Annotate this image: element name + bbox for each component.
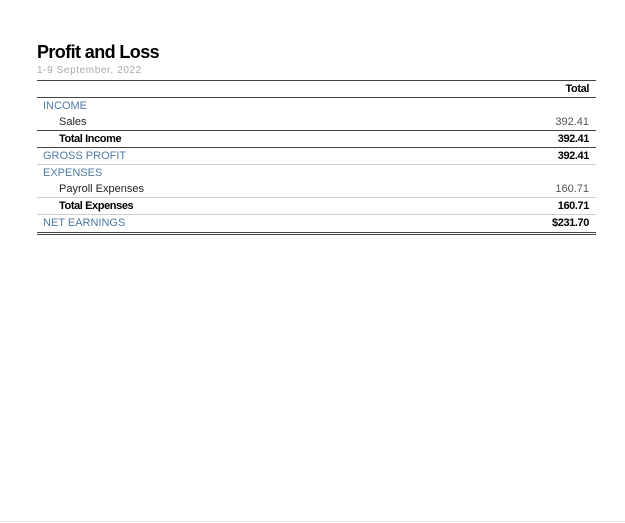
income-section-row (37, 98, 596, 114)
net-earnings-row (37, 214, 596, 235)
column-header-total: Total (565, 83, 589, 95)
page-bottom-divider (0, 521, 625, 522)
gross-profit-row (37, 147, 596, 164)
total-expenses-label: Total Expenses (59, 200, 134, 212)
total-expenses-row (37, 197, 596, 214)
net-earnings-label[interactable]: NET EARNINGS (43, 217, 126, 229)
report-title: Profit and Loss (37, 42, 160, 62)
total-income-label: Total Income (59, 133, 122, 145)
gross-profit-amount[interactable]: 392.41 (557, 150, 589, 162)
total-expenses-amount[interactable]: 160.71 (557, 200, 589, 212)
payroll-expenses-amount[interactable]: 160.71 (555, 183, 589, 195)
net-earnings-amount[interactable]: $231.70 (552, 217, 589, 229)
sales-row (37, 114, 596, 130)
income-section-label[interactable]: INCOME (43, 100, 87, 112)
expenses-section-label[interactable]: EXPENSES (43, 167, 103, 179)
report-period: 1-9 September, 2022 (37, 65, 142, 76)
sales-amount[interactable]: 392.41 (555, 116, 589, 128)
profit-and-loss-report (37, 42, 596, 235)
sales-label: Sales (59, 116, 87, 128)
expenses-section-row (37, 164, 596, 181)
total-income-row (37, 130, 596, 147)
payroll-expenses-row (37, 181, 596, 197)
payroll-expenses-label: Payroll Expenses (59, 183, 144, 195)
column-header-row (37, 80, 596, 98)
gross-profit-label[interactable]: GROSS PROFIT (43, 150, 127, 162)
total-income-amount[interactable]: 392.41 (557, 133, 589, 145)
